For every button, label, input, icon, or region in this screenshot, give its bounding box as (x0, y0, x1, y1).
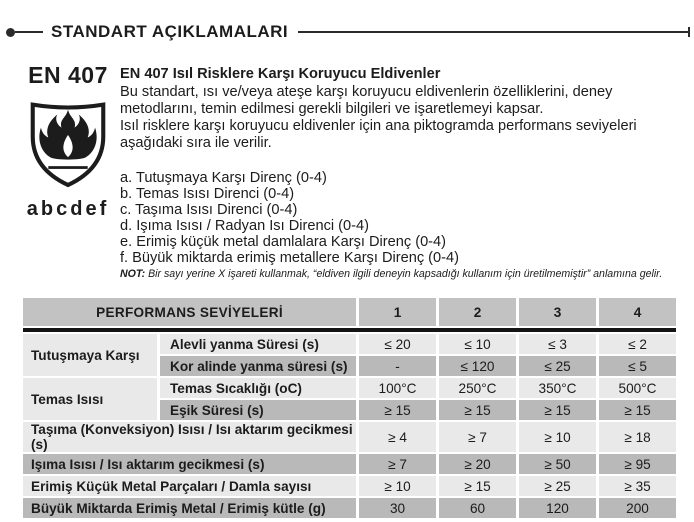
cell-value: ≥ 10 (519, 422, 596, 452)
black-rule (23, 328, 676, 332)
cell-value: ≥ 15 (439, 400, 516, 420)
cell-value: 250°C (439, 378, 516, 398)
header-rule-line (298, 31, 688, 33)
performance-criteria-list (120, 170, 688, 266)
standard-pictogram-block (18, 62, 118, 221)
cell-value: ≤ 25 (519, 356, 596, 376)
cell-value: ≥ 4 (359, 422, 436, 452)
table-row (23, 454, 676, 474)
table-row (23, 334, 676, 354)
standard-title: EN 407 Isıl Risklere Karşı Koruyucu Eldivenler (120, 66, 441, 82)
cell-value: ≤ 3 (519, 334, 596, 354)
table-header-row (23, 298, 676, 326)
cell-value: ≤ 10 (439, 334, 516, 354)
cell-value: ≥ 25 (519, 476, 596, 496)
cell-value: ≥ 15 (599, 400, 676, 420)
pictogram-letters: abcdef (26, 198, 110, 220)
row-criteria: Kor alinde yanma süresi (s) (160, 356, 356, 376)
row-group-label: Temas Isısı (23, 378, 157, 420)
cell-value: 100°C (359, 378, 436, 398)
row-label: Işıma Isısı / Isı aktarım gecikmesi (s) (23, 454, 356, 474)
cell-value: 500°C (599, 378, 676, 398)
level-4-header: 4 (599, 298, 676, 326)
row-label: Taşıma (Konveksiyon) Isısı / Isı aktarım gecikmesi (s) (23, 422, 356, 452)
section-title: STANDART AÇIKLAMALARI (51, 22, 289, 41)
list-item: a. Tutuşmaya Karşı Direnç (0-4) (120, 170, 327, 186)
cell-value: 120 (519, 498, 596, 518)
cell-value: ≥ 95 (599, 454, 676, 474)
row-group-label: Tutuşmaya Karşı (23, 334, 157, 376)
cell-value: ≤ 2 (599, 334, 676, 354)
list-item: f. Büyük miktarda erimiş metallere Karşı Direnç (0-4) (120, 250, 459, 266)
row-criteria: Alevli yanma Süresi (s) (160, 334, 356, 354)
list-item: b. Temas Isısı Direnci (0-4) (120, 186, 295, 202)
cell-value: ≤ 120 (439, 356, 516, 376)
note-text: Bir sayı yerine X işareti kullanmak, “eldiven ilgili deneyin kapsadığı kullanım için üretilmemiştir” anlamına gelir. (148, 268, 663, 280)
cell-value: ≥ 18 (599, 422, 676, 452)
list-item: e. Erimiş küçük metal damlalara Karşı Direnç (0-4) (120, 234, 447, 250)
cell-value: ≥ 15 (359, 400, 436, 420)
table-row (23, 476, 676, 496)
table-row (23, 498, 676, 518)
level-2-header: 2 (439, 298, 516, 326)
cell-value: 350°C (519, 378, 596, 398)
table-rule-row (23, 328, 676, 332)
level-3-header: 3 (519, 298, 596, 326)
header-lead-line (15, 31, 43, 33)
cell-value: ≥ 10 (359, 476, 436, 496)
row-label: Büyük Miktarda Erimiş Metal / Erimiş kütle (g) (23, 498, 356, 518)
cell-value: 30 (359, 498, 436, 518)
standard-code: EN 407 (28, 62, 108, 88)
standard-description (120, 66, 688, 281)
cell-value: - (359, 356, 436, 376)
performance-levels-table (20, 296, 676, 520)
cell-value: ≥ 15 (519, 400, 596, 420)
row-label: Erimiş Küçük Metal Parçaları / Damla sayısı (23, 476, 356, 496)
row-criteria: Eşik Süresi (s) (160, 400, 356, 420)
cell-value: ≥ 7 (359, 454, 436, 474)
cell-value: ≤ 20 (359, 334, 436, 354)
level-1-header: 1 (359, 298, 436, 326)
cell-value: ≥ 20 (439, 454, 516, 474)
cell-value: ≥ 7 (439, 422, 516, 452)
flame-shield-icon (18, 97, 118, 196)
standard-paragraph-1: Bu standart, ısı ve/veya ateşe karşı koruyucu eldivenlerin özelliklerini, deney metodlarını, temin edilmesi gerekli bilgileri ve işaretlemeyi kapsar. (120, 84, 613, 117)
note-label: NOT: (120, 268, 146, 280)
bullet-dot-icon (6, 28, 15, 37)
cell-value: ≥ 50 (519, 454, 596, 474)
cell-value: 60 (439, 498, 516, 518)
table-row (23, 378, 676, 398)
row-criteria: Temas Sıcaklığı (oC) (160, 378, 356, 398)
section-header (6, 22, 690, 42)
header-rule-endcap (688, 27, 690, 37)
standard-paragraph-2: Isıl risklere karşı koruyucu eldivenler için ana piktogramda performans seviyeleri aşağıdaki sıra ile verilir. (120, 118, 637, 151)
list-item: d. Işıma Isısı / Radyan Isı Direnci (0-4) (120, 218, 369, 234)
cell-value: ≥ 35 (599, 476, 676, 496)
note-line (120, 268, 688, 281)
cell-value: 200 (599, 498, 676, 518)
table-row (23, 422, 676, 452)
cell-value: ≤ 5 (599, 356, 676, 376)
cell-value: ≥ 15 (439, 476, 516, 496)
list-item: c. Taşıma Isısı Direnci (0-4) (120, 202, 298, 218)
table-title-cell: PERFORMANS SEVİYELERİ (23, 298, 356, 326)
